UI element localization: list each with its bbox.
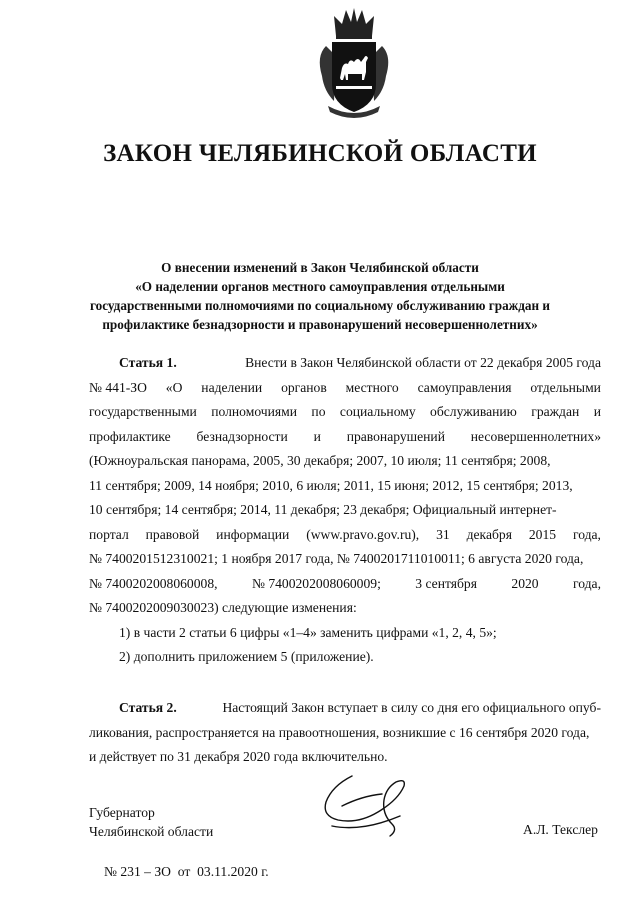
subject-line: профилактике безнадзорности и правонарушений несовершеннолетних» [102, 317, 538, 332]
amendment-item-1: 1) в части 2 статьи 6 цифры «1–4» заменить цифрами «1, 2, 4, 5»; [119, 624, 497, 640]
article-2-line: и действует по 31 декабря 2020 года включительно. [89, 749, 388, 764]
word: государственными [89, 404, 197, 419]
article-1-label: Статья 1. [119, 355, 177, 370]
article-1-line [89, 351, 601, 376]
article-2-first-line: Настоящий Закон вступает в силу со дня его официального опуб- [222, 700, 601, 715]
word: социальному [339, 404, 416, 419]
crown-shape [334, 8, 374, 36]
signatory-name: А.Л. Текслер [523, 822, 598, 837]
article-1-line [89, 523, 601, 548]
word: 3 сентября [415, 575, 477, 591]
law-title: ЗАКОН ЧЕЛЯБИНСКОЙ ОБЛАСТИ [103, 140, 537, 167]
word: года, [573, 575, 601, 591]
article-1-line: (Южноуральская панорама, 2005, 30 декабря; 2007, 10 июля; 11 сентября; 2008, [89, 453, 551, 468]
word: несовершеннолетних» [470, 428, 601, 444]
word: органов [281, 379, 327, 395]
word: наделении [201, 379, 263, 395]
article-1-first-line: Внести в Закон Челябинской области от 22 декабря 2005 года [245, 355, 601, 370]
article-1 [89, 351, 601, 670]
word: года, [572, 526, 601, 542]
article-1-line: № 7400201512310021; 1 ноября 2017 года, № 7400201711010011; 6 августа 2020 года, [89, 551, 584, 566]
word: и [313, 428, 321, 444]
article-2-line [89, 696, 601, 721]
article-1-line: № 7400202009030023) следующие изменения: [89, 600, 357, 615]
article-1-line: 10 сентября; 14 сентября; 2014, 11 декабря; 23 декабря; Официальный интернет- [89, 502, 557, 517]
amendment-item-2: 2) дополнить приложением 5 (приложение). [119, 649, 374, 664]
word: граждан [531, 404, 580, 419]
word: отдельными [530, 379, 601, 395]
word: полномочиями [211, 404, 298, 419]
law-subject [60, 258, 580, 334]
article-2 [89, 696, 601, 770]
position-line: Губернатор [89, 805, 155, 820]
subject-line: О внесении изменений в Закон Челябинской области [161, 260, 479, 275]
subject-line: «О наделении органов местного самоуправления отдельными [135, 279, 505, 294]
handwritten-signature [312, 766, 412, 838]
word: № 441-ЗО [89, 379, 147, 395]
word: 31 [436, 526, 450, 542]
word: по [311, 404, 326, 419]
word: 2020 [511, 575, 539, 591]
article-1-line [89, 376, 601, 401]
word: информации [216, 526, 290, 542]
article-1-line [89, 425, 601, 450]
position-line: Челябинской области [89, 824, 214, 839]
article-1-line [89, 572, 601, 597]
word: 2015 [528, 526, 557, 542]
word: «О [165, 379, 183, 395]
word: № 7400202008060008, [89, 575, 218, 591]
word: правовой [145, 526, 200, 542]
subject-line: государственными полномочиями по социальному обслуживанию граждан и [89, 298, 550, 313]
word: портал [89, 526, 129, 542]
article-2-label: Статья 2. [119, 700, 177, 715]
word: правонарушений [346, 428, 445, 444]
article-1-line [89, 400, 601, 425]
word: декабря [466, 526, 512, 542]
word: профилактике [89, 428, 171, 444]
article-1-line: 11 сентября; 2009, 14 ноября; 2010, 6 июля; 2011, 15 июня; 2012, 15 сентября; 2013, [89, 477, 573, 493]
word: самоуправления [417, 379, 512, 395]
coat-of-arms-emblem [314, 6, 394, 118]
word: № 7400202008060009; [251, 575, 381, 591]
word: безнадзорности [196, 428, 288, 444]
word: местного [345, 379, 399, 395]
word: (www.pravo.gov.ru), [306, 526, 420, 542]
article-2-line: ликования, распространяется на правоотношения, возникшие с 16 сентября 2020 года, [89, 724, 590, 740]
word: и [593, 404, 601, 419]
law-number: № 231 – ЗО от 03.11.2020 г. [104, 864, 269, 879]
signatory-position [89, 803, 213, 841]
word: обслуживанию [430, 404, 517, 419]
shield-shape [332, 42, 376, 112]
